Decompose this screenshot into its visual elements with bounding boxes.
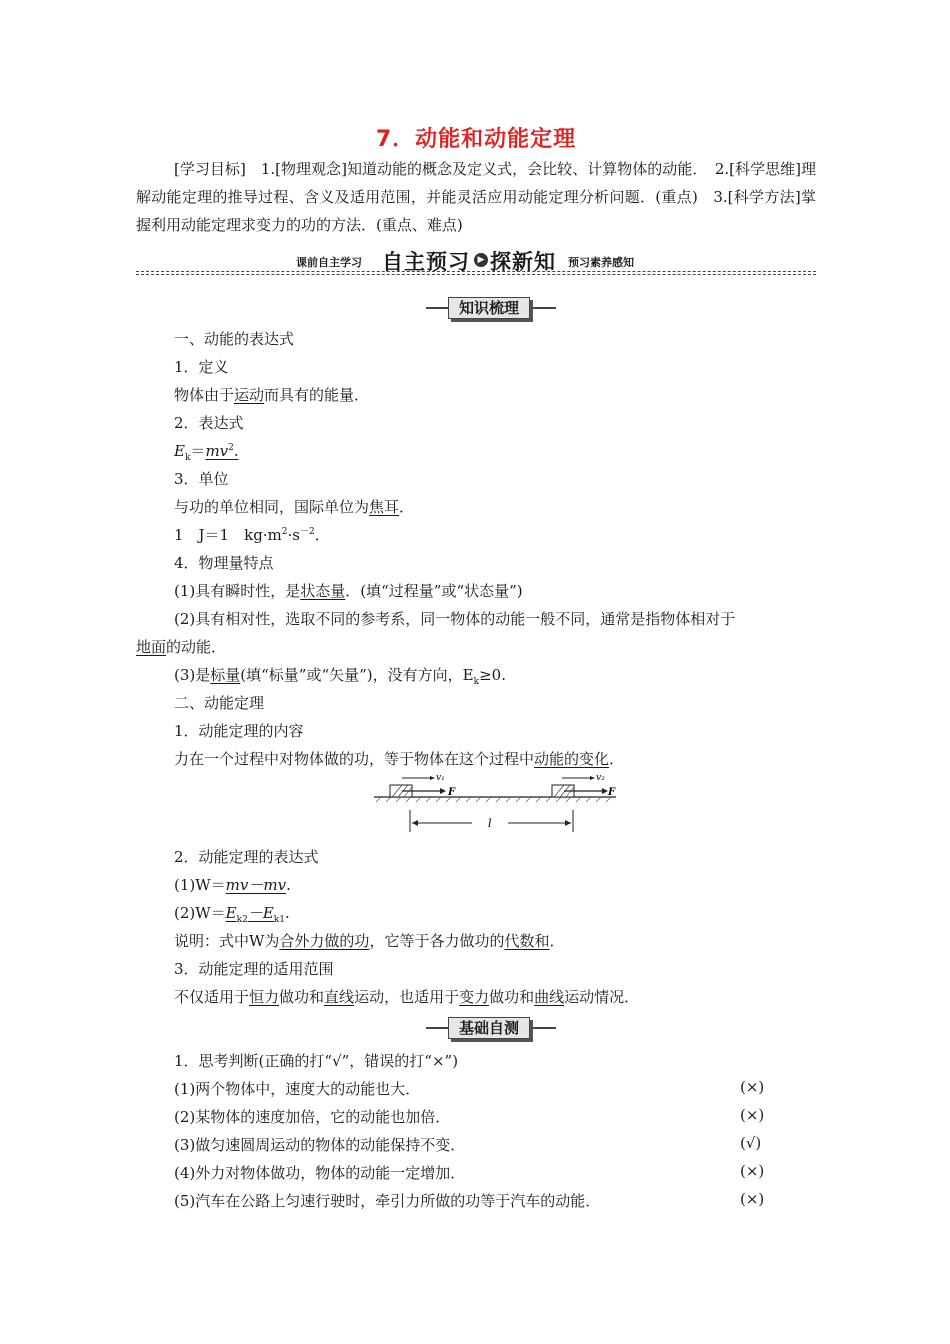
definition-text: 物体由于运动而具有的能量． (174, 386, 370, 404)
force-label-2: F (608, 787, 616, 798)
quiz-item-text: (3)做匀速圆周运动的物体的动能保持不变． (174, 1136, 466, 1154)
property-3: (3)是标量(填“标量”或“矢量”)，没有方向，$E_k\ge 0$. (174, 666, 506, 687)
banner-right-text: 预习素养感知 (568, 256, 634, 269)
learning-objectives: [学习目标] 1.[物理观念]知道动能的概念及定义式，会比较、计算物体的动能． 2.[科学思维]理解动能定理的推导过程、含义及适用范围，并能灵活应用动能定理分析问题．(重点) 3.[科学方法]掌握利用动能定理求变力的功的方法．(重点、难点) (136, 160, 816, 234)
quiz-item-text: (2)某物体的速度加倍，它的动能也加倍． (174, 1108, 451, 1126)
quiz-item-mark: (×) (740, 1106, 765, 1124)
item-unit: 3．单位 (174, 470, 229, 488)
banner-left-text: 课前自主学习 (296, 256, 362, 269)
item-theorem-expression: 2．动能定理的表达式 (174, 848, 319, 866)
expression-formula: $E_k=mv^2$. (174, 442, 239, 463)
property-1: (1)具有瞬时性，是状态量．(填“过程量”或“状态量”) (174, 582, 523, 600)
formula-1: (1)W＝mv－mv. (174, 876, 291, 894)
item-properties: 4．物理量特点 (174, 554, 274, 572)
section-tag-self-test (426, 1017, 556, 1039)
distance-label: l (488, 817, 492, 830)
section-tag-knowledge (426, 297, 556, 319)
quiz-item-mark: (√) (740, 1134, 762, 1152)
velocity-label-1: v₁ (436, 773, 445, 783)
force-label-1: F (448, 787, 456, 798)
formula-2: $(2)W=E_{k2}-E_{k1}$. (174, 904, 290, 925)
item-theorem-content: 1．动能定理的内容 (174, 722, 304, 740)
quiz-item-text: (4)外力对物体做功，物体的动能一定增加． (174, 1164, 466, 1182)
property-2: (2)具有相对性，选取不同的参考系，同一物体的动能一般不同，通常是指物体相对于 (174, 610, 736, 628)
unit-text: 与功的单位相同，国际单位为焦耳． (174, 498, 415, 516)
quiz-item-mark: (×) (740, 1190, 765, 1208)
quiz-item-text: (1)两个物体中，速度大的动能也大． (174, 1080, 421, 1098)
quiz-item-text: (5)汽车在公路上匀速行驶时，牵引力所做的功等于汽车的动能． (174, 1192, 601, 1210)
note-text: 说明：式中W为合外力做的功，它等于各力做功的代数和． (174, 932, 565, 950)
quiz-item-mark: (×) (740, 1078, 765, 1096)
section-tag-label: 基础自测 (448, 1017, 530, 1039)
page-title: 7．动能和动能定理 (375, 127, 577, 152)
item-definition: 1．定义 (174, 358, 229, 376)
unit-formula: 1 J＝1 $kg\cdot m^2\cdot s^{-2}$． (174, 526, 330, 544)
theorem-content-text: 力在一个过程中对物体做的功，等于物体在这个过程中动能的变化． (174, 750, 625, 768)
item-expression: 2．表达式 (174, 414, 244, 432)
velocity-label-2: v₂ (596, 773, 605, 783)
banner-main-text-1: 自主预习 (382, 250, 470, 274)
heading-kinetic-energy-expression: 一、动能的表达式 (174, 330, 295, 348)
scope-text: 不仅适用于恒力做功和直线运动，也适用于变力做功和曲线运动情况． (174, 988, 640, 1006)
property-2-cont: 地面的动能． (136, 638, 227, 656)
arrow-icon: ▶ (474, 253, 488, 267)
section-banner (136, 246, 816, 276)
block-motion-diagram (372, 770, 618, 840)
heading-theorem: 二、动能定理 (174, 694, 265, 712)
item-theorem-scope: 3．动能定理的适用范围 (174, 960, 334, 978)
section-tag-label: 知识梳理 (448, 297, 530, 319)
banner-main-text-2: 探新知 (490, 250, 556, 274)
quiz-item-mark: (×) (740, 1162, 765, 1180)
quiz-heading: 1．思考判断(正确的打“√”，错误的打“×”) (174, 1052, 459, 1070)
